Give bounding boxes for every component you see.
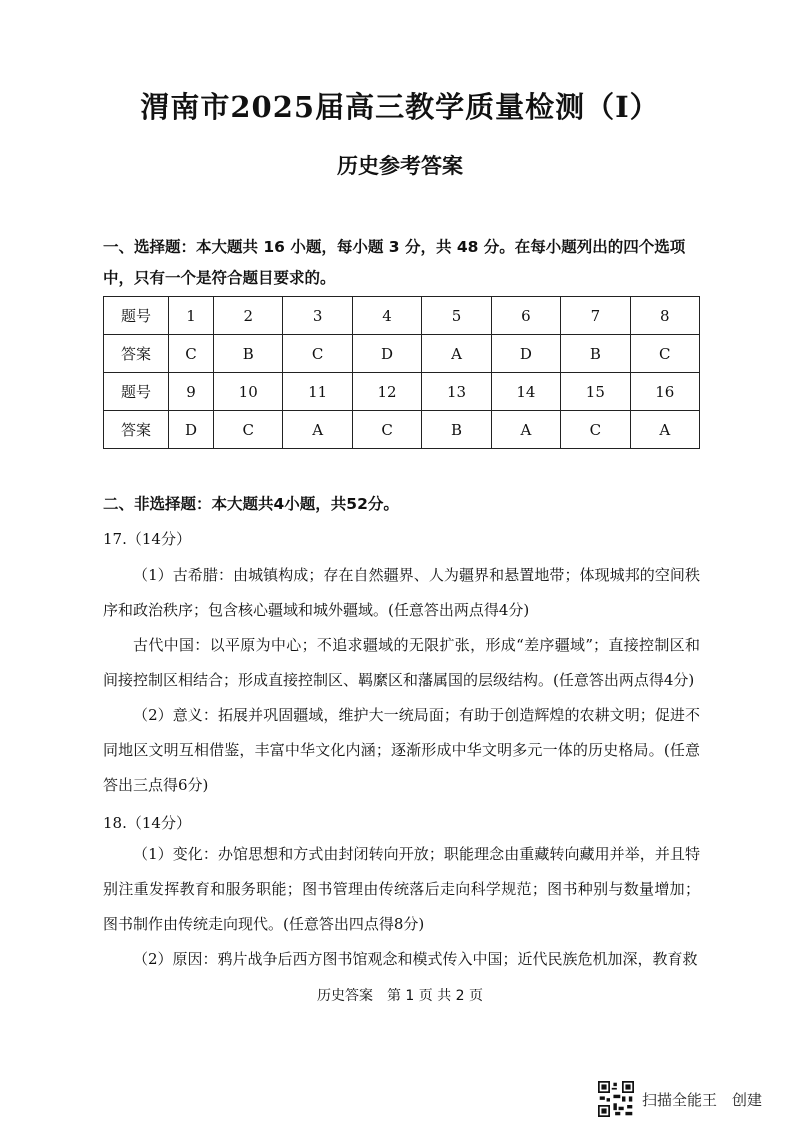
page-title: 渭南市2025届高三教学质量检测（Ⅰ） [140,90,660,124]
table-cell: D [491,335,560,373]
q17-part1-china: 古代中国：以平原为中心；不追求疆域的无限扩张，形成“差序疆域”；直接控制区和间接控制区相结合；形成直接控制区、羁縻区和藩属国的层级结构。(任意答出两点得4分) [103,636,700,689]
scanner-watermark [598,1081,762,1117]
table-cell: A [422,335,491,373]
table-cell: 5 [422,297,491,335]
table-cell: 2 [214,297,283,335]
table-row [104,335,700,373]
table-cell: C [630,335,699,373]
table-cell: C [561,411,630,449]
watermark-text: 扫描全能王 创建 [642,1090,763,1109]
table-cell: C [283,335,352,373]
table-cell: A [630,411,699,449]
table-cell: 13 [422,373,491,411]
qr-code-icon [598,1081,634,1117]
table-row [104,373,700,411]
table-cell: 4 [352,297,421,335]
q18-number: 18.（14分） [103,814,191,832]
row-label: 题号 [104,297,169,335]
table-cell: 16 [630,373,699,411]
table-cell: 12 [352,373,421,411]
table-cell: 6 [491,297,560,335]
page-footer: 历史答案 第 1 页 共 2 页 [316,988,484,1004]
table-cell: 10 [214,373,283,411]
q18-part2: （2）原因：鸦片战争后西方图书馆观念和模式传入中国；近代民族危机加深，教育救 [133,950,698,968]
table-cell: C [169,335,214,373]
q17-part1: （1）古希腊：由城镇构成；存在自然疆界、人为疆界和悬置地带；体现城邦的空间秩序和政治秩序；包含核心疆域和城外疆域。(任意答出两点得4分) [103,566,700,619]
section1-heading: 一、选择题：本大题共 16 小题，每小题 3 分，共 48 分。在每小题列出的四个选项中，只有一个是符合题目要求的。 [103,238,686,287]
q18-part1: （1）变化：办馆思想和方式由封闭转向开放；职能理念由重藏转向藏用并举，并且特别注重发挥教育和服务职能；图书管理由传统落后走向科学规范；图书种别与数量增加；图书制作由传统走向现代。(任意答出四点得8分) [103,845,700,933]
row-label: 题号 [104,373,169,411]
row-label: 答案 [104,335,169,373]
table-cell: 9 [169,373,214,411]
table-cell: 14 [491,373,560,411]
page-subtitle: 历史参考答案 [337,154,463,178]
q17-number: 17.（14分） [103,530,191,548]
table-cell: A [491,411,560,449]
table-cell: 15 [561,373,630,411]
table-cell: B [561,335,630,373]
table-cell: C [352,411,421,449]
section2-heading: 二、非选择题：本大题共4小题，共52分。 [103,495,399,513]
table-cell: 7 [561,297,630,335]
table-cell: B [422,411,491,449]
q17-part2: （2）意义：拓展并巩固疆域，维护大一统局面；有助于创造辉煌的农耕文明；促进不同地区文明互相借鉴，丰富中华文化内涵；逐渐形成中华文明多元一体的历史格局。(任意答出三点得6分) [103,706,700,794]
table-cell: D [169,411,214,449]
table-cell: B [214,335,283,373]
table-cell: 8 [630,297,699,335]
row-label: 答案 [104,411,169,449]
table-row [104,411,700,449]
table-cell: A [283,411,352,449]
table-cell: C [214,411,283,449]
table-cell: D [352,335,421,373]
table-cell: 11 [283,373,352,411]
table-row [104,297,700,335]
table-cell: 1 [169,297,214,335]
answer-table [103,296,700,449]
table-cell: 3 [283,297,352,335]
